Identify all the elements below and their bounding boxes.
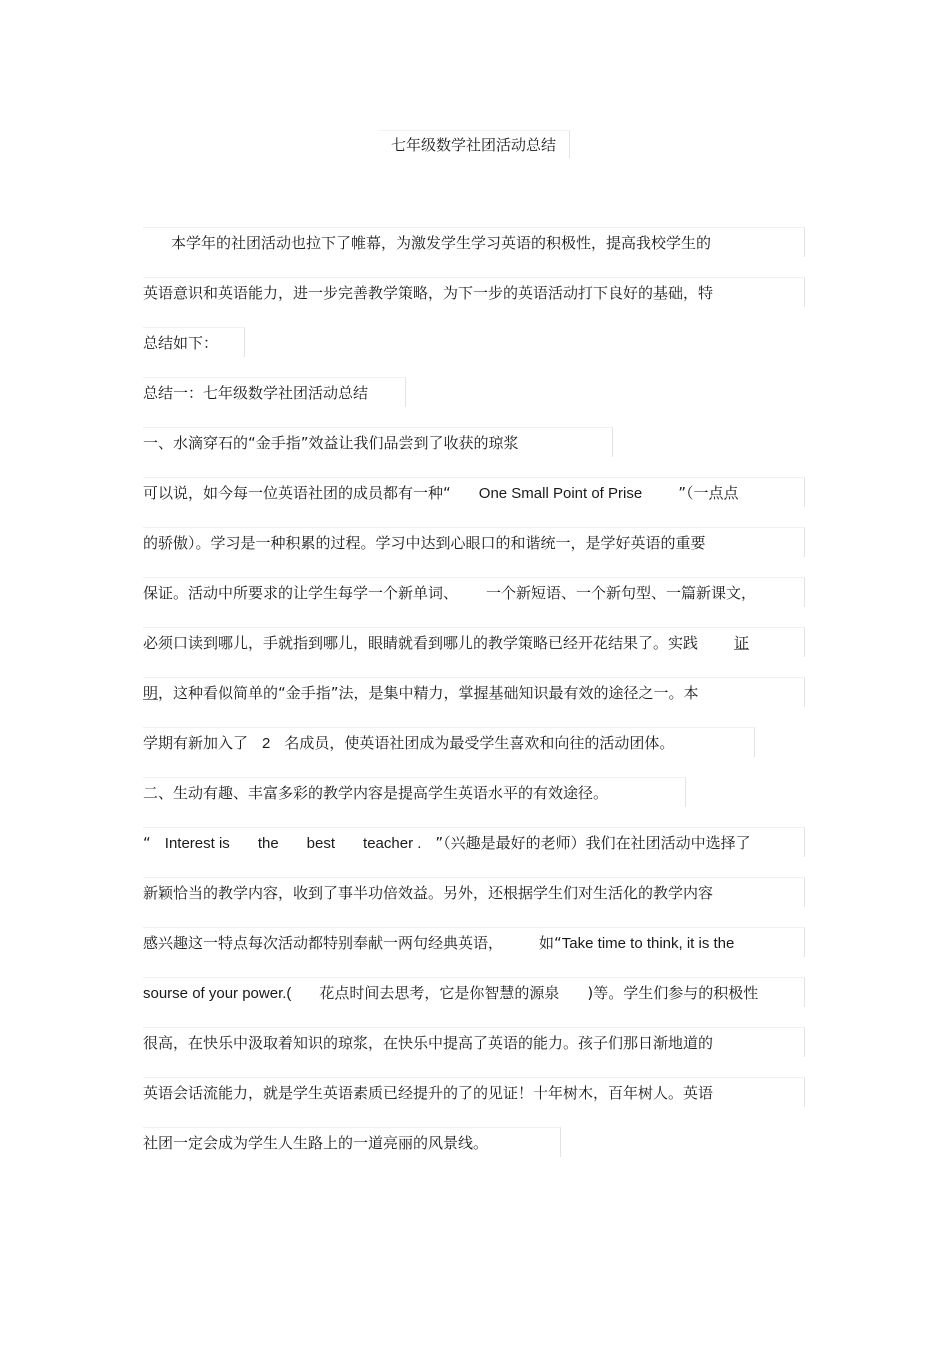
paragraph-line-17: 很高，在快乐中汲取着知识的琼浆，在快乐中提高了英语的能力。孩子们那日渐地道的 (143, 1027, 805, 1057)
section-heading-two: 二、生动有趣、丰富多彩的教学内容是提高学生英语水平的有效途径。 (143, 777, 686, 807)
paragraph-line-18: 英语会话流能力，就是学生英语素质已经提升的了的见证！十年树木，百年树人。英语 (143, 1077, 805, 1107)
paragraph-line-1: 本学年的社团活动也拉下了帷幕，为激发学生学习英语的积极性，提高我校学生的 (143, 227, 805, 257)
paragraph-line-11: 学期有新加入了 2 名成员，使英语社团成为最受学生喜欢和向往的活动团体。 (143, 727, 755, 757)
paragraph-line-6: 可以说，如今每一位英语社团的成员都有一种“ One Small Point of Prise ”（一点点 (143, 477, 805, 507)
paragraph-line-13: “ Interest is the best teacher . ”（兴趣是最好的老师）我们在社团活动中选择了 (143, 827, 805, 857)
document-title: 七年级数学社团活动总结 (378, 130, 570, 158)
paragraph-line-19: 社团一定会成为学生人生路上的一道亮丽的风景线。 (143, 1127, 561, 1157)
paragraph-line-8: 保证。活动中所要求的让学生每学一个新单词、 一个新短语、一个新句型、一篇新课文， (143, 577, 805, 607)
section-heading-one: 一、水滴穿石的“金手指”效益让我们品尝到了收获的琼浆 (143, 427, 613, 457)
paragraph-line-9: 必须口读到哪儿，手就指到哪儿，眼睛就看到哪儿的教学策略已经开花结果了。实践 证 (143, 627, 805, 657)
paragraph-line-14: 新颖恰当的教学内容，收到了事半功倍效益。另外，还根据学生们对生活化的教学内容 (143, 877, 805, 907)
section-heading-summary-one: 总结一：七年级数学社团活动总结 (143, 377, 406, 407)
paragraph-line-16: sourse of your power.( 花点时间去思考，它是你智慧的源泉 )等。学生们参与的积极性 (143, 977, 805, 1007)
paragraph-line-10: 明，这种看似简单的“金手指”法，是集中精力，掌握基础知识最有效的途径之一。本 (143, 677, 805, 707)
paragraph-line-2: 英语意识和英语能力，进一步完善教学策略，为下一步的英语活动打下良好的基础，特 (143, 277, 805, 307)
paragraph-line-15: 感兴趣这一特点每次活动都特别奉献一两句经典英语， 如“Take time to think, it is the (143, 927, 805, 957)
paragraph-line-3: 总结如下： (143, 327, 245, 357)
paragraph-line-7: 的骄傲）。学习是一种积累的过程。学习中达到心眼口的和谐统一，是学好英语的重要 (143, 527, 805, 557)
